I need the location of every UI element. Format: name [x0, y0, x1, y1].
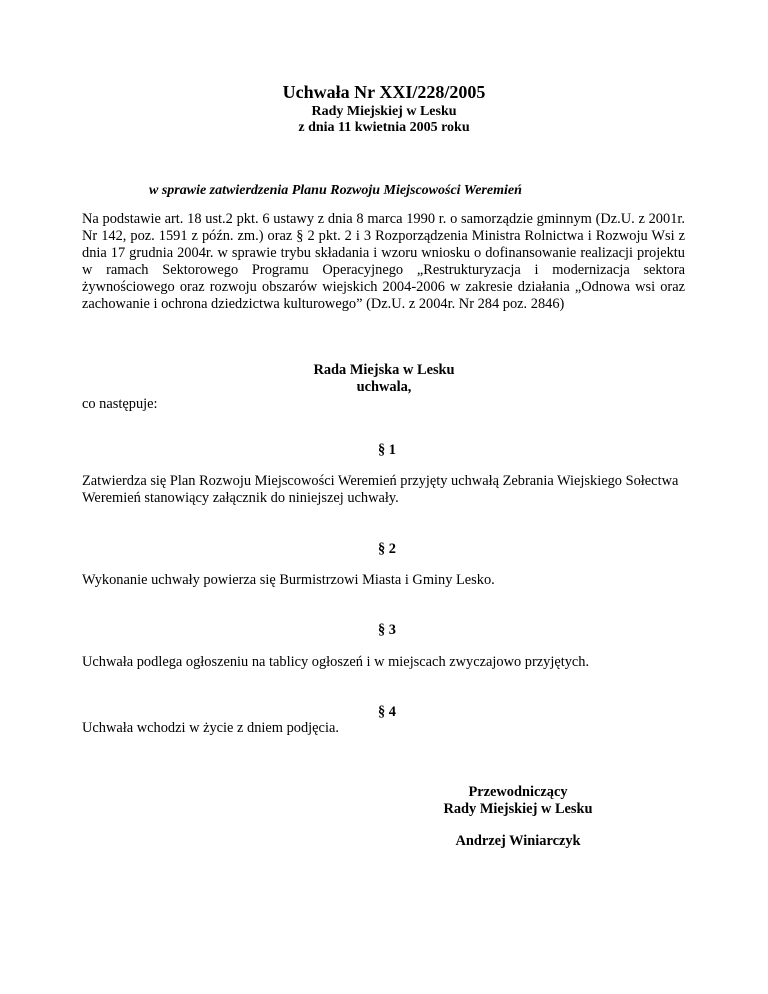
section-1-text: Zatwierdza się Plan Rozwoju Miejscowości Weremień przyjęty uchwałą Zebrania Wiejskiego Sołectwa Weremień stanowiący załącznik do niniejszej uchwały.	[82, 473, 679, 506]
resolution-date: z dnia 11 kwietnia 2005 roku	[298, 120, 470, 135]
section-3-text: Uchwała podlega ogłoszeniu na tablicy ogłoszeń i w miejscach zwyczajowo przyjętych.	[82, 654, 590, 670]
section-3-heading: § 3	[378, 622, 396, 638]
signature-council: Rady Miejskiej w Lesku	[443, 801, 593, 817]
resolution-subject: w sprawie zatwierdzenia Planu Rozwoju Miejscowości Weremień	[149, 183, 522, 198]
section-4-text: Uchwała wchodzi w życie z dniem podjęcia.	[82, 720, 339, 736]
resolving-body: Rada Miejska w Lesku	[313, 362, 455, 378]
section-4-heading: § 4	[378, 704, 396, 720]
issuing-council: Rady Miejskiej w Lesku	[311, 104, 457, 119]
resolving-verb: uchwala,	[356, 379, 412, 395]
legal-basis-paragraph: Na podstawie art. 18 ust.2 pkt. 6 ustawy z dnia 8 marca 1990 r. o samorządzie gminnym (Dz.U. z 2001r. Nr 142, poz. 1591 z późn. zm.) oraz § 2 pkt. 2 i 3 Rozporządzenia Ministra Rolnictwa i Rozwoju Wsi z dnia 17 grudnia 2004r. w sprawie trybu składania i wzoru wniosku o dofinansowanie realizacji projektu w ramach Sektorowego Programu Operacyjnego „Restrukturyzacja i modernizacja sektora żywnościowego oraz rozwoju obszarów wiejskich 2004-2006 w zakresie działania „Odnowa wsi oraz zachowanie i ochrona dziedzictwa kulturowego” (Dz.U. z 2004r. Nr 284 poz. 2846)	[82, 211, 685, 312]
section-2-heading: § 2	[378, 541, 396, 557]
follows-text: co następuje:	[82, 396, 158, 412]
signature-name: Andrzej Winiarczyk	[455, 833, 581, 849]
section-2-text: Wykonanie uchwały powierza się Burmistrzowi Miasta i Gminy Lesko.	[82, 572, 495, 588]
resolution-title: Uchwała Nr XXI/228/2005	[282, 82, 486, 102]
section-1-heading: § 1	[378, 442, 396, 458]
signature-role: Przewodniczący	[468, 784, 568, 800]
